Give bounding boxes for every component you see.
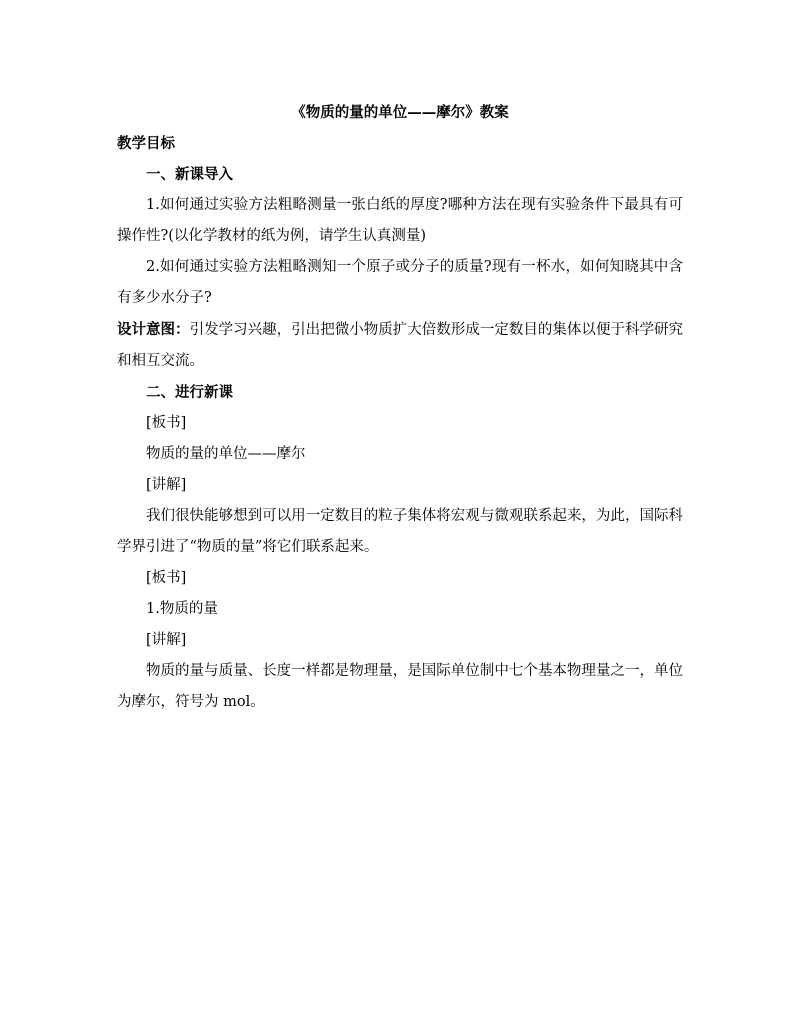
part1-heading: 一、新课导入 — [146, 166, 233, 183]
board-tag-1: [板书] — [146, 415, 187, 431]
explain-text-1: 我们很快能够想到可以用一定数目的粒子集体将宏观与微观联系起来，为此，国际科学界引进了“物质的量”将它们联系起来。 — [117, 508, 683, 555]
board-text-1: 物质的量的单位——摩尔 — [146, 446, 306, 462]
question-1: 1.如何通过实验方法粗略测量一张白纸的厚度?哪种方法在现有实验条件下最具有可操作性?(以化学教材的纸为例，请学生认真测量) — [117, 197, 683, 244]
board-tag-2: [板书] — [146, 570, 187, 586]
document-title: 《物质的量的单位——摩尔》教案 — [291, 104, 509, 121]
lesson-plan-body — [117, 100, 683, 718]
explain-tag-1: [讲解] — [146, 477, 187, 493]
objective-heading: 教学目标 — [117, 135, 175, 152]
design-intent — [117, 314, 683, 377]
board-text-2: 1.物质的量 — [146, 601, 218, 617]
explain-text-2: 物质的量与质量、长度一样都是物理量，是国际单位制中七个基本物理量之一，单位为摩尔，符号为 mol。 — [117, 663, 683, 710]
design-intent-text: 引发学习兴趣，引出把微小物质扩大倍数形成一定数目的集体以便于科学研究和相互交流。 — [117, 322, 684, 369]
question-2: 2.如何通过实验方法粗略测知一个原子或分子的质量?现有一杯水，如何知晓其中含有多少水分子? — [117, 259, 683, 306]
explain-tag-2: [讲解] — [146, 632, 187, 648]
design-intent-label: 设计意图： — [117, 321, 190, 338]
part2-heading: 二、进行新课 — [146, 384, 233, 401]
